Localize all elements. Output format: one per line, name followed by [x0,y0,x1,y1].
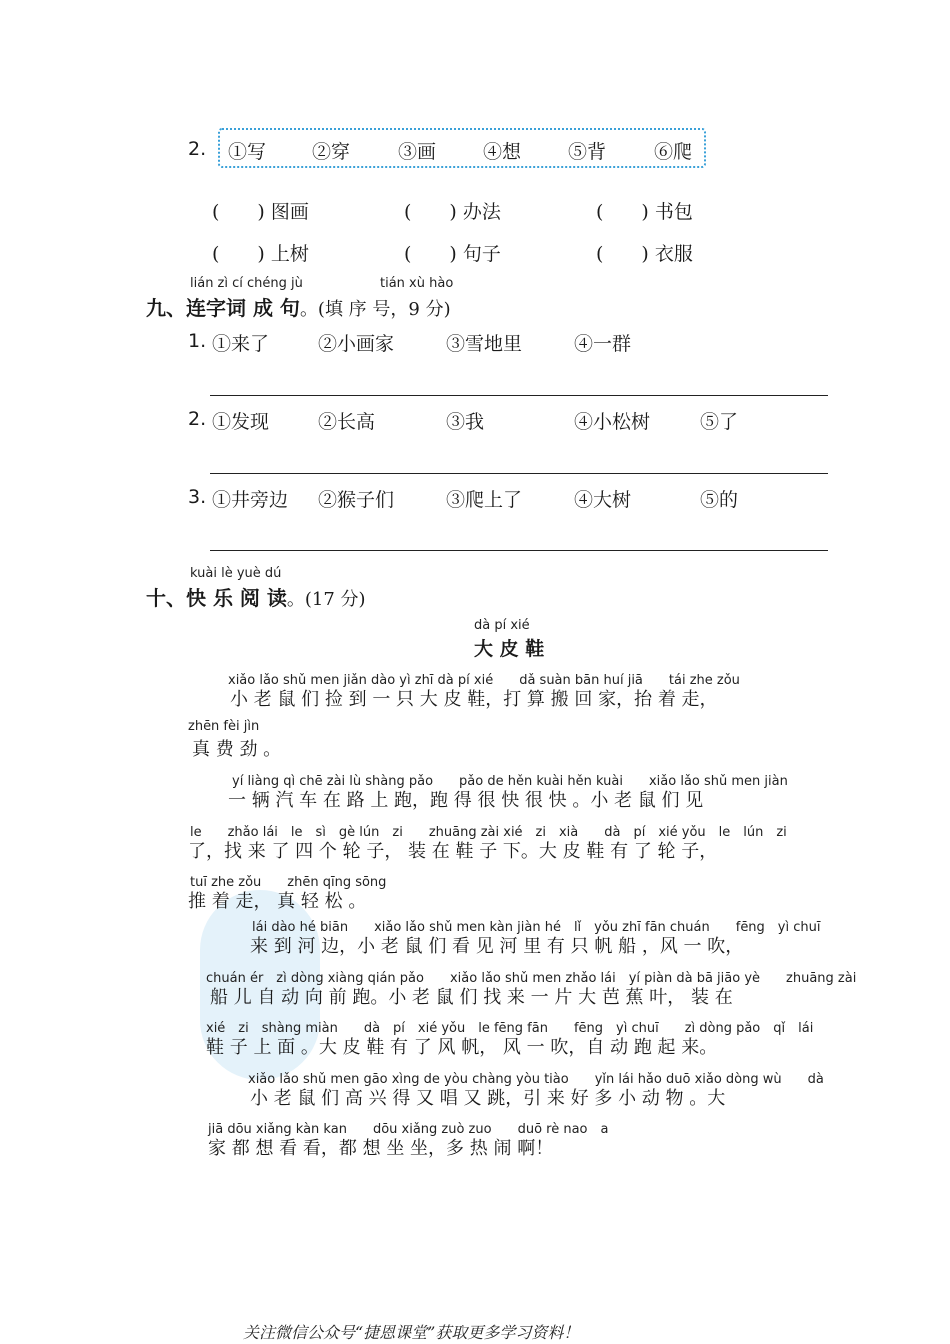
answer-line[interactable] [210,473,828,474]
word-part: ⑤了 [700,411,739,433]
section-pinyin: lián zì cí chéng jù [190,276,303,291]
story-pinyin: xiǎo lǎo shǔ men gāo xìng de yòu chàng yòu tiào yǐn lái hǎo duō xiǎo dòng wù dà [248,1072,824,1087]
word-part: ①发现 [212,411,270,433]
story-title-pinyin: dà pí xié [474,618,530,633]
word-option: ③画 [398,141,437,163]
item-number: 1. [188,330,207,352]
word-options-box [218,128,706,168]
story-line: 小 老 鼠 们 捡 到 一 只 大 皮 鞋，打 算 搬 回 家，抬 着 走， [230,689,718,710]
word-part: ④小松树 [574,411,651,433]
fill-blank[interactable]: ( ) 句子 [404,243,501,265]
story-line: 推 着 走， 真 轻 松 。 [188,891,367,912]
fill-blank[interactable]: ( ) 上树 [212,243,309,265]
word-part: ②猴子们 [318,489,395,511]
word-option: ②穿 [312,141,351,163]
fill-blank[interactable]: ( ) 衣服 [596,243,693,265]
story-line: 来 到 河 边，小 老 鼠 们 看 见 河 里 有 只 帆 船 ，风 一 吹， [250,936,744,957]
story-line: 真 费 劲 。 [192,739,282,760]
section-pinyin: tián xù hào [380,276,454,291]
footer-note: 关注微信公众号“捷恩课堂”获取更多学习资料！ [243,1323,580,1342]
story-pinyin: xié zi shàng miàn dà pí xié yǒu le fēng fān fēng yì chuī zì dòng pǎo qǐ lái [206,1021,814,1036]
answer-line[interactable] [210,395,828,396]
fill-blank[interactable]: ( ) 图画 [212,201,309,223]
word-part: ④大树 [574,489,632,511]
story-pinyin: le zhǎo lái le sì gè lún zi zhuāng zài xié zi xià dà pí xié yǒu le lún zi [190,825,787,840]
word-option: ④想 [483,141,522,163]
section-pinyin: kuài lè yuè dú [190,566,282,581]
story-pinyin: zhēn fèi jìn [188,719,260,734]
item-number: 2. [188,408,207,430]
section-heading: 十、快 乐 阅 读。(17 分) [146,586,366,610]
word-part: ②小画家 [318,333,395,355]
section-heading: 九、连字词 成 句。(填 序 号，9 分) [146,296,451,320]
answer-line[interactable] [210,550,828,551]
story-line: 一 辆 汽 车 在 路 上 跑，跑 得 很 快 很 快 。小 老 鼠 们 见 [228,790,704,811]
word-part: ③我 [446,411,485,433]
word-part: ④一群 [574,333,632,355]
word-option: ⑤背 [568,141,607,163]
story-pinyin: tuī zhe zǒu zhēn qīng sōng [190,875,387,890]
story-line: 了，找 来 了 四 个 轮 子， 装 在 鞋 子 下。大 皮 鞋 有 了 轮 子， [188,841,718,862]
story-line: 鞋 子 上 面 。大 皮 鞋 有 了 风 帆， 风 一 吹，自 动 跑 起 来。 [206,1037,718,1058]
word-part: ⑤的 [700,489,739,511]
story-title: 大 皮 鞋 [474,638,545,660]
word-part: ①来了 [212,333,270,355]
word-part: ③爬上了 [446,489,523,511]
word-part: ③雪地里 [446,333,523,355]
story-pinyin: lái dào hé biān xiǎo lǎo shǔ men kàn jiàn hé lǐ yǒu zhī fān chuán fēng yì chuī [252,920,821,935]
story-pinyin: jiā dōu xiǎng kàn kan dōu xiǎng zuò zuo duō rè nao a [208,1122,609,1137]
story-line: 家 都 想 看 看，都 想 坐 坐，多 热 闹 啊！ [208,1138,554,1159]
story-pinyin: xiǎo lǎo shǔ men jiǎn dào yì zhī dà pí xié dǎ suàn bān huí jiā tái zhe zǒu [228,673,740,688]
story-pinyin: chuán ér zì dòng xiàng qián pǎo xiǎo lǎo shǔ men zhǎo lái yí piàn dà bā jiāo yè zhuāng zài [206,971,857,986]
fill-blank[interactable]: ( ) 书包 [596,201,693,223]
word-part: ②长高 [318,411,376,433]
item-number: 3. [188,486,207,508]
story-pinyin: yí liàng qì chē zài lù shàng pǎo pǎo de hěn kuài hěn kuài xiǎo lǎo shǔ men jiàn [232,774,788,789]
story-line: 船 儿 自 动 向 前 跑。小 老 鼠 们 找 来 一 片 大 芭 蕉 叶， 装 在 [210,987,733,1008]
question-number: 2. [188,138,207,160]
fill-blank[interactable]: ( ) 办法 [404,201,501,223]
word-option: ①写 [228,141,267,163]
word-option: ⑥爬 [654,141,693,163]
story-line: 小 老 鼠 们 高 兴 得 又 唱 又 跳，引 来 好 多 小 动 物 。大 [250,1088,726,1109]
word-part: ①井旁边 [212,489,289,511]
